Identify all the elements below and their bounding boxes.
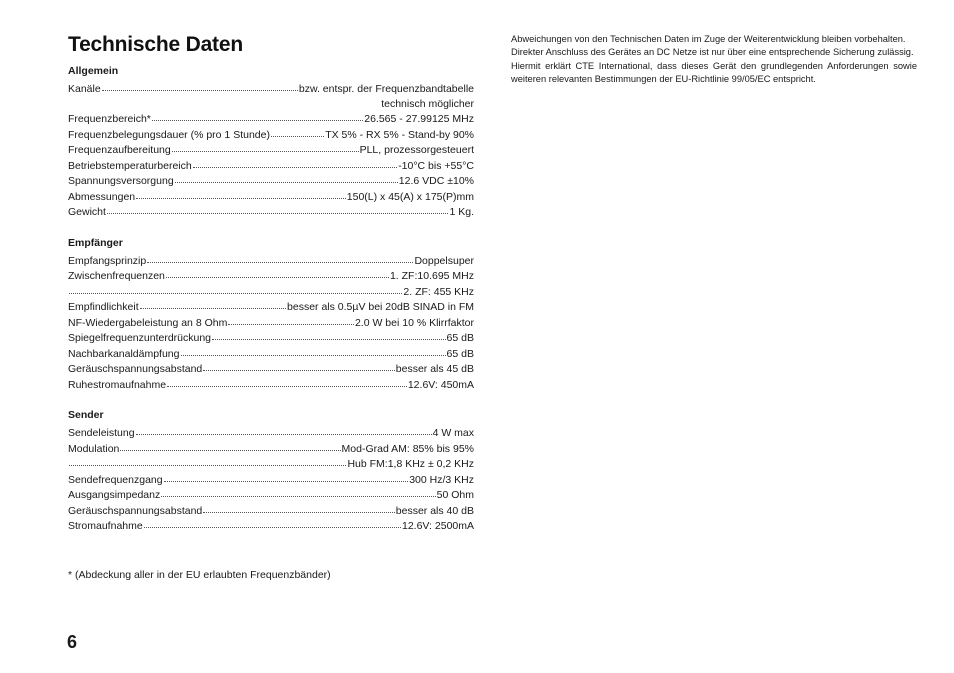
spec-label: Ruhestromaufnahme — [68, 378, 167, 391]
spec-row — [68, 284, 474, 300]
spec-label: Spannungsversorgung — [68, 175, 174, 187]
dot-leader — [203, 360, 395, 371]
spec-row — [68, 456, 474, 472]
spec-label: Sendeleistung — [68, 427, 135, 439]
note-paragraph: Hiermit erklärt CTE International, dass dieses Gerät den grundlegenden Anforderungen sowie weiteren relevanten Bestimmungen der EU-Richtlinie 99/05/EC entspricht. — [511, 60, 917, 84]
spec-row — [68, 299, 474, 315]
spec-value: 150(L) x 45(A) x 175(P)mm — [346, 190, 474, 203]
dot-leader — [144, 517, 401, 528]
spec-label: Frequenzbereich* — [68, 113, 151, 125]
dot-leader — [172, 141, 359, 152]
dot-leader — [164, 471, 409, 482]
spec-value: besser als 45 dB — [395, 363, 474, 375]
page-number: 6 — [67, 632, 78, 652]
dot-leader — [181, 345, 446, 356]
spec-row — [68, 81, 474, 97]
spec-value: 300 Hz/3 KHz — [409, 473, 474, 486]
page-title: Technische Daten — [68, 33, 243, 56]
section-sender — [68, 408, 474, 534]
spec-value-continuation: technisch möglicher — [381, 97, 474, 110]
footnote: * (Abdeckung aller in der EU erlaubten Frequenzbänder) — [68, 569, 331, 581]
spec-value: 65 dB — [446, 332, 474, 344]
spec-row — [68, 127, 474, 143]
spec-label: Frequenzbelegungsdauer (% pro 1 Stunde) — [68, 128, 270, 141]
spec-value: 50 Ohm — [436, 489, 474, 501]
dot-leader — [193, 157, 397, 168]
spec-value: Hub FM:1,8 KHz ± 0,2 KHz — [347, 458, 474, 470]
spec-label: Geräuschspannungsabstand — [68, 504, 203, 517]
spec-value: TX 5% - RX 5% - Stand-by 90% — [325, 128, 474, 141]
spec-value: bzw. entspr. der Frequenzbandtabelle — [298, 83, 474, 95]
spec-row — [68, 361, 474, 377]
spec-value: besser als 40 dB — [395, 504, 474, 517]
dot-leader — [120, 440, 340, 451]
spec-label: Zwischenfrequenzen — [68, 270, 165, 282]
spec-row — [68, 111, 474, 127]
dot-leader — [167, 376, 407, 387]
section-title: Allgemein — [68, 65, 119, 77]
dot-leader — [203, 502, 395, 513]
spec-value: 1. ZF:10.695 MHz — [389, 270, 474, 282]
note-paragraph: Direkter Anschluss des Gerätes an DC Netze ist nur über eine entsprechende Sicherung zulässig. — [511, 47, 914, 58]
spec-row — [68, 377, 474, 393]
spec-row — [68, 315, 474, 331]
note-paragraph: Abweichungen von den Technischen Daten im Zuge der Weiterentwicklung bleiben vorbehalten. — [511, 34, 906, 44]
spec-value: 12.6V: 2500mA — [402, 520, 474, 532]
spec-label: Sendefrequenzgang — [68, 473, 163, 486]
dot-leader — [102, 80, 298, 91]
dot-leader — [147, 252, 413, 263]
dot-leader — [69, 283, 402, 294]
spec-row — [68, 472, 474, 488]
spec-label: Modulation — [68, 442, 120, 455]
spec-value: 1 Kg. — [449, 206, 474, 218]
spec-value: 12.6 VDC ±10% — [398, 175, 474, 187]
spec-value: 2.0 W bei 10 % Klirrfaktor — [354, 316, 474, 329]
spec-row — [68, 142, 474, 158]
dot-leader — [175, 172, 398, 183]
spec-label: NF-Wiedergabeleistung an 8 Ohm — [68, 316, 228, 329]
dot-leader — [228, 314, 354, 325]
dot-leader — [166, 267, 389, 278]
spec-label: Frequenzaufbereitung — [68, 144, 171, 156]
spec-row — [68, 189, 474, 205]
dot-leader — [140, 298, 286, 309]
dot-leader — [107, 203, 449, 214]
spec-value: Mod-Grad AM: 85% bis 95% — [341, 442, 474, 455]
dot-leader — [271, 126, 324, 137]
section-allgemein — [68, 64, 474, 220]
spec-row — [68, 503, 474, 519]
spec-value: PLL, prozessorgesteuert — [359, 144, 474, 156]
spec-label: Betriebstemperaturbereich — [68, 159, 192, 172]
spec-value: besser als 0.5µV bei 20dB SINAD in FM — [287, 301, 474, 313]
spec-value: Doppelsuper — [414, 254, 474, 267]
spec-row — [68, 268, 474, 284]
section-title: Sender — [68, 409, 104, 421]
dot-leader — [69, 455, 346, 466]
spec-value: 4 W max — [432, 427, 474, 439]
section-title: Empfänger — [68, 236, 123, 249]
spec-value: 12.6V: 450mA — [407, 378, 474, 391]
spec-row — [68, 173, 474, 189]
spec-label: Nachbarkanaldämpfung — [68, 347, 180, 360]
spec-value: 65 dB — [446, 347, 474, 360]
spec-value: 2. ZF: 455 KHz — [403, 285, 474, 298]
section-empfaenger — [68, 236, 474, 393]
spec-row — [68, 518, 474, 534]
spec-value: -10°C bis +55°C — [398, 159, 474, 172]
dot-leader — [136, 424, 432, 435]
spec-row — [68, 204, 474, 220]
dot-leader — [161, 486, 435, 497]
spec-label: Stromaufnahme — [68, 520, 143, 532]
dot-leader — [136, 188, 346, 199]
spec-label: Kanäle — [68, 83, 101, 95]
dot-leader — [152, 110, 363, 121]
spec-label: Gewicht — [68, 206, 106, 218]
spec-value: 26.565 - 27.99125 MHz — [364, 113, 474, 125]
spec-row — [68, 253, 474, 269]
spec-label: Empfangsprinzip — [68, 254, 147, 267]
spec-label: Spiegelfrequenzunterdrückung — [68, 332, 212, 344]
spec-row — [68, 158, 474, 174]
spec-row — [68, 487, 474, 503]
spec-row — [68, 441, 474, 457]
spec-label: Geräuschspannungsabstand — [68, 363, 203, 375]
spec-column — [68, 30, 474, 534]
spec-label: Abmessungen — [68, 190, 136, 203]
dot-leader — [212, 329, 446, 340]
spec-row — [68, 346, 474, 362]
spec-label: Ausgangsimpedanz — [68, 489, 161, 501]
spec-row — [68, 330, 474, 346]
notes-column — [511, 33, 917, 86]
spec-row — [68, 425, 474, 441]
spec-label: Empfindlichkeit — [68, 301, 139, 313]
